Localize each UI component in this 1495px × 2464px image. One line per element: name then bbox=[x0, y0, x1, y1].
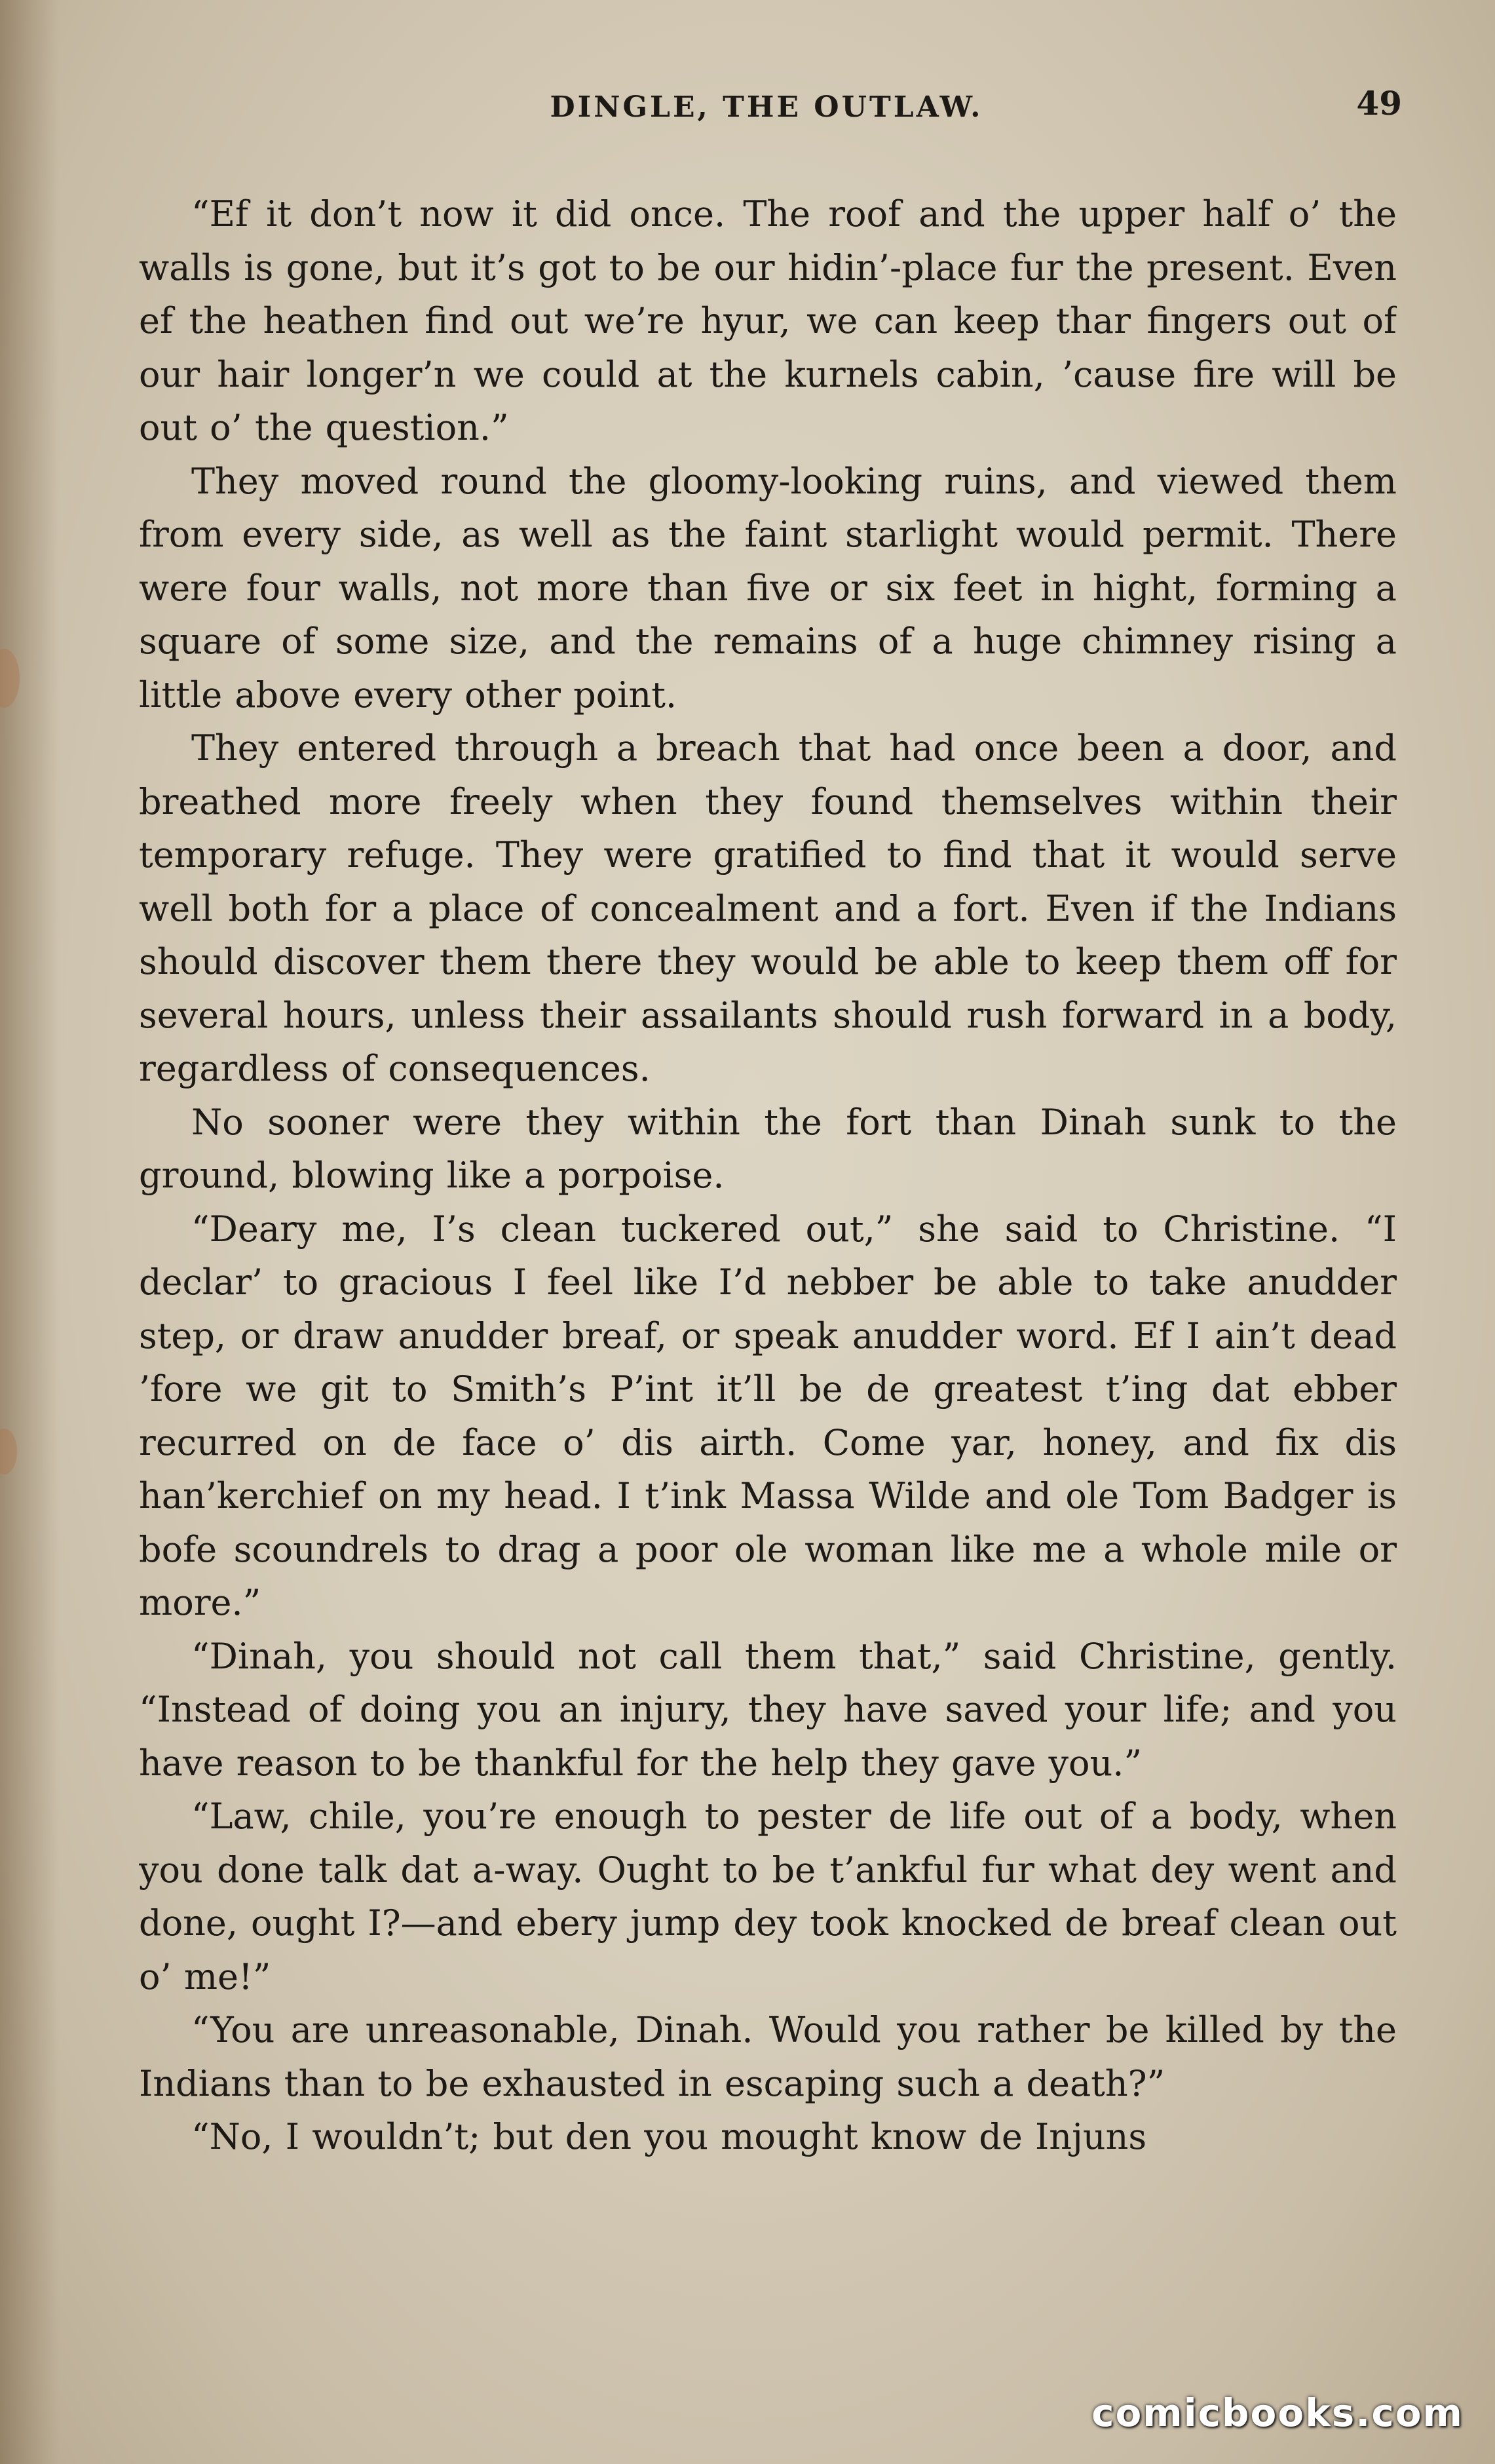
edge-stain bbox=[0, 1429, 17, 1474]
paragraph: “Law, chile, you’re enough to pester de life out of a body, when you done talk dat a-way. Ought to be t’ankful fur what dey went and done, ought I?—and ebery jump dey took knocked de breaf clean out o’ me!” bbox=[139, 1796, 1397, 1997]
paragraph: “Dinah, you should not call them that,” said Christine, gently. “Instead of doing you an injury, they have saved your life; and you have reason to be thankful for the help they gave you.” bbox=[139, 1635, 1397, 1784]
running-title: DINGLE, THE OUTLAW. bbox=[550, 90, 983, 124]
page-number: 49 bbox=[1356, 84, 1402, 123]
paragraph: “Deary me, I’s clean tuckered out,” she said to Christine. “I declar’ to gracious I feel like I’d nebber be able to take anudder step, or draw anudder breaf, or speak anudder word. Ef I ain’t dead ’fore we git to Smith’s P’int it’ll be de greatest t’ing dat ebber recurred on de face o’ dis airth. Come yar, honey, and fix dis han’kerchief on my head. I t’ink Massa Wilde and ole Tom Badger is bofe scoundrels to drag a poor ole woman like me a whole mile or more.” bbox=[139, 1208, 1397, 1623]
paragraph: They entered through a breach that had once been a door, and breathed more freely when they found themselves within their temporary refuge. They were gratified to find that it would serve well both for a place of concealment and a fort. Even if the Indians should discover them there they would be able to keep them off for several hours, unless their assailants should rush forward in a body, regardless of consequences. bbox=[139, 727, 1397, 1089]
edge-stain bbox=[0, 649, 20, 708]
paragraph: “Ef it don’t now it did once. The roof and the upper half o’ the walls is gone, but it’s got to be our hidin’-place fur the present. Even ef the heathen find out we’re hyur, we can keep thar fingers out of our hair longer’n we could at the kurnels cabin, ’cause fire will be out o’ the question.” bbox=[139, 193, 1397, 448]
paragraph: “No, I wouldn’t; but den you mought know de Injuns bbox=[191, 2116, 1147, 2157]
body-text bbox=[139, 187, 1397, 2337]
paragraph: No sooner were they within the fort than Dinah sunk to the ground, blowing like a porpoise. bbox=[139, 1101, 1397, 1196]
running-head bbox=[131, 84, 1402, 136]
paragraph: “You are unreasonable, Dinah. Would you rather be killed by the Indians than to be exhausted in escaping such a death?” bbox=[139, 2009, 1397, 2104]
watermark: comicbooks.com bbox=[1091, 2391, 1464, 2435]
paragraph: They moved round the gloomy-looking ruins, and viewed them from every side, as well as the faint starlight would permit. There were four walls, not more than five or six feet in hight, forming a square of some size, and the remains of a huge chimney rising a little above every other point. bbox=[139, 460, 1397, 716]
